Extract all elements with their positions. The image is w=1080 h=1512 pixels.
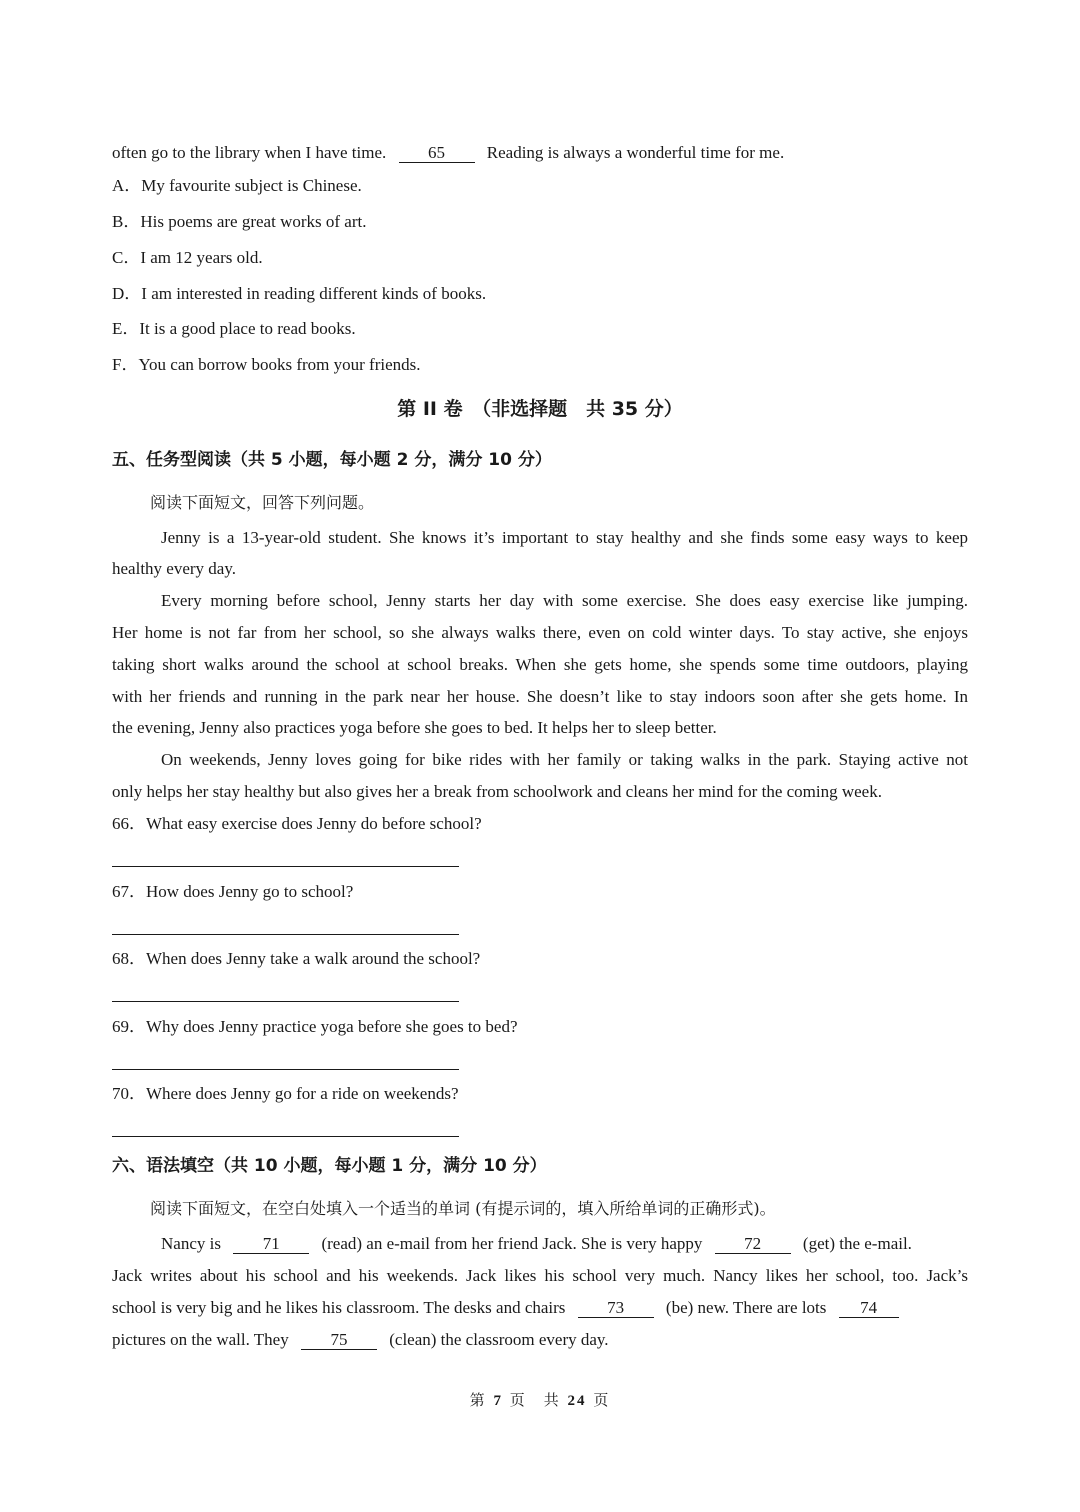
blank-65: 65 (399, 144, 475, 163)
passage-line: Jenny is a 13-year-old student. She knows it’s important to stay healthy and she finds some easy ways to keep (161, 528, 968, 547)
question-69: 69．Why does Jenny practice yoga before she goes to bed? (112, 1017, 518, 1036)
passage-line: the evening, Jenny also practices yoga before she goes to bed. It helps her to sleep better. (112, 718, 717, 737)
grammar-text: pictures on the wall. They (112, 1330, 289, 1349)
blank-74[interactable]: 74 (839, 1299, 899, 1318)
passage-line: On weekends, Jenny loves going for bike rides with her family or taking walks in the park. Staying active not (161, 750, 968, 769)
option-d: D．I am interested in reading different kinds of books. (112, 284, 487, 303)
page-number: 7 (493, 1393, 503, 1409)
section-six-heading: 六、语法填空（共 10 小题，每小题 1 分，满分 10 分） (112, 1156, 547, 1176)
grammar-line-1 (161, 1233, 912, 1255)
page-total: 24 (567, 1393, 587, 1409)
grammar-line-3 (112, 1297, 899, 1319)
part-two-title: 第 II 卷 （非选择题 共 35 分） (397, 398, 683, 420)
grammar-text: (clean) the classroom every day. (389, 1330, 609, 1349)
option-b: B．His poems are great works of art. (112, 212, 367, 231)
grammar-text: Nancy is (161, 1234, 221, 1253)
answer-line-69[interactable] (112, 1069, 459, 1070)
answer-line-68[interactable] (112, 1001, 459, 1002)
passage-line: taking short walks around the school at school breaks. When she gets home, she spends some time outdoors, playing (112, 655, 968, 674)
continuation-text: often go to the library when I have time. (112, 143, 387, 162)
passage-continuation (112, 142, 784, 164)
passage-line: healthy every day. (112, 559, 236, 578)
question-67: 67．How does Jenny go to school? (112, 882, 354, 901)
passage-line: with her friends and running in the park near her house. She doesn’t like to stay indoors soon after she gets home. In (112, 687, 968, 706)
question-68: 68．When does Jenny take a walk around the school? (112, 949, 481, 968)
blank-73[interactable]: 73 (578, 1299, 654, 1318)
answer-line-70[interactable] (112, 1136, 459, 1137)
question-70: 70．Where does Jenny go for a ride on weekends? (112, 1084, 459, 1103)
option-c: C．I am 12 years old. (112, 248, 263, 267)
footer-mid: 页 共 (509, 1391, 561, 1409)
option-f: F．You can borrow books from your friends. (112, 355, 421, 374)
continuation-text-after: Reading is always a wonderful time for me. (486, 143, 785, 162)
passage-line: Every morning before school, Jenny starts her day with some exercise. She does easy exercise like jumping. (161, 591, 968, 610)
blank-72[interactable]: 72 (715, 1235, 791, 1254)
option-a: A．My favourite subject is Chinese. (112, 176, 362, 195)
question-66: 66．What easy exercise does Jenny do before school? (112, 814, 482, 833)
grammar-text: school is very big and he likes his classroom. The desks and chairs (112, 1298, 566, 1317)
grammar-line-4 (112, 1329, 609, 1351)
grammar-line-2: Jack writes about his school and his weekends. Jack likes his school very much. Nancy likes her school, too. Jack’s (112, 1266, 968, 1285)
footer-post: 页 (593, 1391, 611, 1409)
grammar-text: (be) new. There are lots (665, 1298, 827, 1317)
passage-line: only helps her stay healthy but also gives her a break from schoolwork and cleans her mind for the coming week. (112, 782, 882, 801)
section-six-instruction: 阅读下面短文，在空白处填入一个适当的单词 (有提示词的，填入所给单词的正确形式)。 (150, 1199, 776, 1218)
passage-line: Her home is not far from her school, so she always walks there, even on cold winter days. To stay active, she enjoys (112, 623, 968, 642)
page-footer (0, 1389, 1080, 1410)
blank-71[interactable]: 71 (233, 1235, 309, 1254)
answer-line-67[interactable] (112, 934, 459, 935)
option-e: E．It is a good place to read books. (112, 319, 356, 338)
grammar-text: (get) the e-mail. (802, 1234, 912, 1253)
blank-75[interactable]: 75 (301, 1331, 377, 1350)
grammar-text: (read) an e-mail from her friend Jack. She is very happy (321, 1234, 703, 1253)
footer-pre: 第 (469, 1391, 487, 1409)
answer-line-66[interactable] (112, 866, 459, 867)
section-five-instruction: 阅读下面短文，回答下列问题。 (150, 493, 375, 512)
section-five-heading: 五、任务型阅读（共 5 小题，每小题 2 分，满分 10 分） (112, 450, 552, 470)
